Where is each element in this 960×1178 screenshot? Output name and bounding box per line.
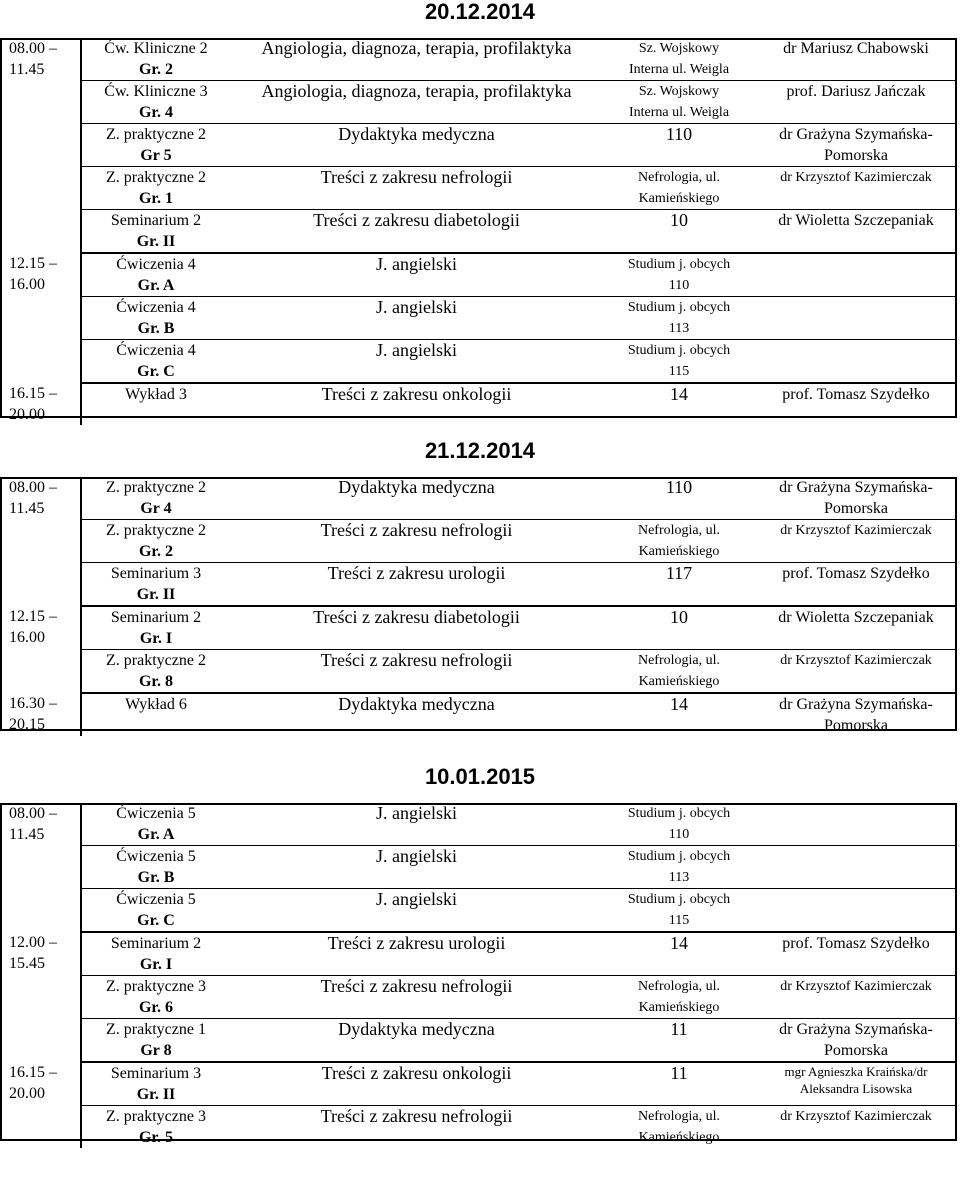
group-cell — [81, 932, 230, 976]
text-line: Studium j. obcych — [627, 849, 731, 864]
text-line: 110 — [665, 477, 693, 497]
group-number: Gr. II — [136, 233, 176, 250]
text-line: 115 — [668, 913, 690, 928]
text-line: prof. Tomasz Szydełko — [782, 386, 930, 403]
group-label: Ćwiczenia 4 — [116, 342, 196, 359]
schedule-row — [0, 693, 957, 736]
text-line: 16.15 – — [9, 1064, 57, 1081]
group-cell — [81, 889, 230, 933]
lecturer-cell — [755, 124, 957, 167]
schedule-row — [0, 1062, 957, 1106]
text-line: Nefrologia, ul. — [637, 523, 721, 538]
text-line: dr Krzysztof Kazimierczak — [780, 170, 932, 185]
group-label: Ćwiczenia 4 — [116, 299, 196, 316]
group-label: Z. praktyczne 2 — [106, 126, 206, 143]
text-line: dr Grażyna Szymańska- — [779, 126, 933, 143]
group-label: Z. praktyczne 1 — [106, 1021, 206, 1038]
schedule-row — [0, 803, 957, 846]
lecturer-cell — [755, 889, 957, 933]
text-line: prof. Tomasz Szydełko — [782, 565, 930, 582]
lecturer-cell — [755, 383, 957, 425]
group-number: Gr 5 — [140, 147, 172, 164]
time-slot — [0, 477, 81, 606]
subject-cell: Dydaktyka medyczna — [230, 124, 603, 167]
room-cell — [603, 477, 755, 520]
group-cell — [81, 210, 230, 254]
lecturer-cell — [755, 38, 957, 81]
group-number: Gr. A — [137, 826, 175, 843]
subject-cell: J. angielski — [230, 846, 603, 889]
text-line: 11.45 — [9, 61, 45, 78]
text-line: 117 — [665, 563, 693, 583]
group-cell — [81, 81, 230, 124]
subject-cell: Treści z zakresu urologii — [230, 932, 603, 976]
text-line: Studium j. obcych — [627, 343, 731, 358]
group-number: Gr. C — [137, 912, 175, 929]
text-line: 20.15 — [9, 716, 45, 733]
text-line: 16.00 — [9, 276, 45, 293]
lecturer-cell — [755, 803, 957, 846]
text-line: 110 — [665, 124, 693, 144]
subject-cell: Treści z zakresu nefrologii — [320, 1106, 513, 1126]
text-line: 110 — [668, 278, 690, 293]
subject-cell: Dydaktyka medyczna — [230, 477, 603, 520]
time-slot — [0, 932, 81, 1062]
lecturer-cell — [755, 210, 957, 254]
subject-cell: Dydaktyka medyczna — [338, 694, 495, 714]
text-line: 20.00 — [9, 1085, 45, 1102]
group-label: Wykład 6 — [125, 696, 187, 713]
room-cell — [603, 253, 755, 297]
text-line: dr Krzysztof Kazimierczak — [780, 523, 932, 538]
lecturer-cell — [755, 297, 957, 340]
text-line: dr Grażyna Szymańska- — [779, 1021, 933, 1038]
group-cell — [81, 976, 230, 1019]
schedule-row — [0, 520, 957, 563]
schedule-row — [0, 383, 957, 425]
lecturer-cell — [755, 1062, 957, 1106]
schedule-table — [0, 803, 957, 1148]
schedule-row — [0, 976, 957, 1019]
lecturer-cell — [755, 976, 957, 1019]
subject-cell: J. angielski — [230, 803, 603, 846]
group-cell — [81, 297, 230, 340]
room-cell — [603, 1062, 755, 1106]
schedule-row — [0, 1019, 957, 1063]
subject-cell: J. angielski — [230, 297, 603, 340]
schedule-row — [0, 167, 957, 210]
lecturer-cell — [755, 606, 957, 650]
subject-cell: Treści z zakresu urologii — [230, 563, 603, 607]
subject-cell: J. angielski — [230, 340, 603, 384]
room-cell — [603, 693, 755, 736]
subject-cell: Angiologia, diagnoza, terapia, profilaktyka — [230, 81, 603, 124]
lecturer-cell — [755, 1106, 957, 1149]
room-cell — [603, 297, 755, 340]
schedule-row — [0, 38, 957, 81]
group-number: Gr. C — [137, 363, 175, 380]
room-cell — [603, 650, 755, 694]
subject-cell: Angiologia, diagnoza, terapia, profilaktyka — [230, 38, 603, 81]
subject-cell: J. angielski — [230, 889, 603, 933]
subject-cell: Dydaktyka medyczna — [230, 1019, 603, 1063]
text-line: Pomorska — [824, 500, 888, 517]
text-line: 14 — [670, 933, 688, 953]
group-label: Ćw. Kliniczne 3 — [104, 83, 208, 100]
text-line: Sz. Wojskowy — [638, 41, 720, 56]
text-line: 08.00 – — [9, 40, 57, 57]
schedule-row — [0, 932, 957, 976]
text-line: dr Grażyna Szymańska- — [779, 696, 933, 713]
text-line: Kamieńskiego — [638, 1000, 720, 1015]
schedule-row — [0, 81, 957, 124]
subject-cell: Treści z zakresu nefrologii — [230, 976, 603, 1019]
room-cell — [603, 563, 755, 607]
group-label: Ćwiczenia 5 — [116, 805, 196, 822]
group-number: Gr. 5 — [138, 1129, 174, 1146]
group-cell — [81, 693, 230, 736]
room-cell — [603, 167, 755, 210]
text-line: 16.30 – — [9, 695, 57, 712]
group-number: Gr. 1 — [138, 190, 174, 207]
group-number: Gr. II — [136, 586, 176, 603]
text-line: 11 — [670, 1063, 688, 1083]
room-cell — [603, 81, 755, 124]
text-line: 12.00 – — [9, 934, 57, 951]
text-line: 10 — [670, 607, 688, 627]
schedule-row — [0, 606, 957, 650]
group-cell — [81, 38, 230, 81]
text-line: 12.15 – — [9, 608, 57, 625]
group-label: Z. praktyczne 3 — [106, 1108, 206, 1125]
text-line: Pomorska — [824, 1042, 888, 1059]
lecturer-cell — [755, 340, 957, 384]
text-line: Nefrologia, ul. — [637, 1109, 721, 1124]
group-number: Gr. B — [137, 320, 175, 337]
room-cell — [603, 383, 755, 425]
group-label: Seminarium 3 — [110, 1065, 202, 1082]
schedule-row — [0, 563, 957, 607]
lecturer-cell — [755, 563, 957, 607]
group-label: Z. praktyczne 2 — [106, 169, 206, 186]
group-cell — [81, 477, 230, 520]
schedule-row — [0, 1106, 957, 1149]
room-cell — [603, 124, 755, 167]
group-cell — [81, 650, 230, 694]
lecturer-cell — [755, 477, 957, 520]
text-line: 12.15 – — [9, 255, 57, 272]
text-line: Kamieńskiego — [638, 674, 720, 689]
time-slot — [0, 383, 81, 425]
group-label: Ćwiczenia 5 — [116, 848, 196, 865]
group-label: Wykład 3 — [125, 386, 187, 403]
text-line: Nefrologia, ul. — [637, 170, 721, 185]
text-line: Studium j. obcych — [627, 892, 731, 907]
time-slot — [0, 253, 81, 383]
room-cell — [603, 340, 755, 384]
text-line: 115 — [668, 364, 690, 379]
room-cell — [603, 210, 755, 254]
schedule-row — [0, 340, 957, 384]
text-line: 113 — [668, 321, 690, 336]
date-heading: 21.12.2014 — [424, 438, 536, 463]
text-line: Studium j. obcych — [627, 806, 731, 821]
time-slot — [0, 803, 81, 932]
group-cell — [81, 520, 230, 563]
date-heading: 20.12.2014 — [424, 0, 536, 24]
group-label: Seminarium 2 — [110, 212, 202, 229]
group-cell — [81, 340, 230, 384]
text-line: 16.15 – — [9, 385, 57, 402]
text-line: Interna ul. Weigla — [628, 62, 730, 77]
room-cell — [603, 976, 755, 1019]
text-line: Studium j. obcych — [627, 300, 731, 315]
text-line: dr Wioletta Szczepaniak — [778, 609, 934, 626]
group-cell — [81, 1062, 230, 1106]
lecturer-cell — [755, 693, 957, 736]
lecturer-cell — [755, 253, 957, 297]
subject-cell: Treści z zakresu diabetologii — [230, 210, 603, 254]
room-cell — [603, 38, 755, 81]
group-label: Ćw. Kliniczne 2 — [104, 40, 208, 57]
time-slot — [0, 606, 81, 693]
group-number: Gr 8 — [140, 1042, 172, 1059]
text-line: 11 — [670, 1019, 688, 1039]
lecturer-cell — [755, 846, 957, 889]
subject-cell: Treści z zakresu nefrologii — [230, 650, 603, 694]
room-cell — [603, 1106, 755, 1149]
group-label: Z. praktyczne 2 — [106, 522, 206, 539]
text-line: 15.45 — [9, 955, 45, 972]
group-cell — [81, 124, 230, 167]
subject-cell: Treści z zakresu nefrologii — [230, 167, 603, 210]
group-cell — [81, 167, 230, 210]
text-line: dr Krzysztof Kazimierczak — [780, 1109, 932, 1124]
group-cell — [81, 1106, 230, 1149]
text-line: Nefrologia, ul. — [637, 979, 721, 994]
text-line: prof. Dariusz Jańczak — [786, 83, 926, 100]
group-label: Z. praktyczne 2 — [106, 652, 206, 669]
time-slot — [0, 1062, 81, 1148]
date-heading: 10.01.2015 — [424, 764, 536, 789]
group-number: Gr. B — [137, 869, 175, 886]
room-cell — [603, 889, 755, 933]
subject-cell: J. angielski — [230, 253, 603, 297]
text-line: 08.00 – — [9, 805, 57, 822]
group-number: Gr. I — [139, 956, 173, 973]
text-line: 14 — [670, 694, 688, 714]
group-number: Gr. II — [136, 1086, 176, 1103]
lecturer-cell — [755, 650, 957, 694]
lecturer-cell — [755, 520, 957, 563]
lecturer-cell — [755, 932, 957, 976]
text-line: Pomorska — [824, 717, 888, 734]
group-label: Seminarium 2 — [110, 609, 202, 626]
group-label: Ćwiczenia 4 — [116, 256, 196, 273]
schedule-row — [0, 889, 957, 933]
text-line: dr Krzysztof Kazimierczak — [780, 979, 932, 994]
group-number: Gr. 4 — [138, 104, 174, 121]
text-line: Kamieńskiego — [638, 191, 720, 206]
group-number: Gr. 2 — [138, 543, 174, 560]
text-line: 11.45 — [9, 826, 45, 843]
text-line: Sz. Wojskowy — [638, 84, 720, 99]
group-cell — [81, 563, 230, 607]
group-cell — [81, 253, 230, 297]
schedule-row — [0, 210, 957, 254]
schedule-table — [0, 38, 957, 425]
text-line: Kamieńskiego — [638, 1130, 720, 1145]
subject-cell: Treści z zakresu nefrologii — [230, 520, 603, 563]
group-number: Gr 4 — [140, 500, 172, 517]
text-line: 08.00 – — [9, 479, 57, 496]
time-slot — [0, 693, 81, 736]
text-line: 20.00 — [9, 406, 45, 423]
group-number: Gr. 6 — [138, 999, 174, 1016]
schedule-row — [0, 477, 957, 520]
text-line: 10 — [670, 210, 688, 230]
group-cell — [81, 846, 230, 889]
group-number: Gr. I — [139, 630, 173, 647]
subject-cell: Treści z zakresu onkologii — [230, 1062, 603, 1106]
text-line: dr Mariusz Chabowski — [783, 40, 929, 57]
schedule-row — [0, 846, 957, 889]
subject-cell: Treści z zakresu diabetologii — [230, 606, 603, 650]
text-line: Pomorska — [824, 147, 888, 164]
schedule-table — [0, 477, 957, 736]
group-label: Z. praktyczne 2 — [106, 479, 206, 496]
group-cell — [81, 606, 230, 650]
text-line: Aleksandra Lisowska — [799, 1081, 913, 1096]
room-cell — [603, 606, 755, 650]
room-cell — [603, 803, 755, 846]
text-line: Studium j. obcych — [627, 257, 731, 272]
group-number: Gr. 8 — [138, 673, 174, 690]
text-line: prof. Tomasz Szydełko — [782, 935, 930, 952]
group-label: Ćwiczenia 5 — [116, 891, 196, 908]
text-line: Kamieńskiego — [638, 544, 720, 559]
time-slot — [0, 38, 81, 253]
schedule-row — [0, 253, 957, 297]
group-cell — [81, 1019, 230, 1063]
lecturer-cell — [755, 1019, 957, 1063]
text-line: Nefrologia, ul. — [637, 653, 721, 668]
text-line: 110 — [668, 827, 690, 842]
text-line: dr Grażyna Szymańska- — [779, 479, 933, 496]
schedule-row — [0, 297, 957, 340]
lecturer-cell — [755, 167, 957, 210]
subject-cell: Treści z zakresu onkologii — [321, 384, 512, 404]
room-cell — [603, 520, 755, 563]
text-line: 11.45 — [9, 500, 45, 517]
group-cell — [81, 803, 230, 846]
text-line: dr Wioletta Szczepaniak — [778, 212, 934, 229]
text-line: 113 — [668, 870, 690, 885]
text-line: Interna ul. Weigla — [628, 105, 730, 120]
room-cell — [603, 1019, 755, 1063]
text-line: 14 — [670, 384, 688, 404]
text-line: dr Krzysztof Kazimierczak — [780, 653, 932, 668]
lecturer-cell — [755, 81, 957, 124]
room-cell — [603, 932, 755, 976]
text-line: mgr Agnieszka Kraińska/dr — [784, 1064, 928, 1079]
text-line: 16.00 — [9, 629, 45, 646]
group-cell — [81, 383, 230, 425]
room-cell — [603, 846, 755, 889]
group-number: Gr. A — [137, 277, 175, 294]
group-number: Gr. 2 — [138, 61, 174, 78]
group-label: Seminarium 3 — [110, 565, 202, 582]
group-label: Seminarium 2 — [110, 935, 202, 952]
group-label: Z. praktyczne 3 — [106, 978, 206, 995]
schedule-row — [0, 650, 957, 694]
schedule-row — [0, 124, 957, 167]
